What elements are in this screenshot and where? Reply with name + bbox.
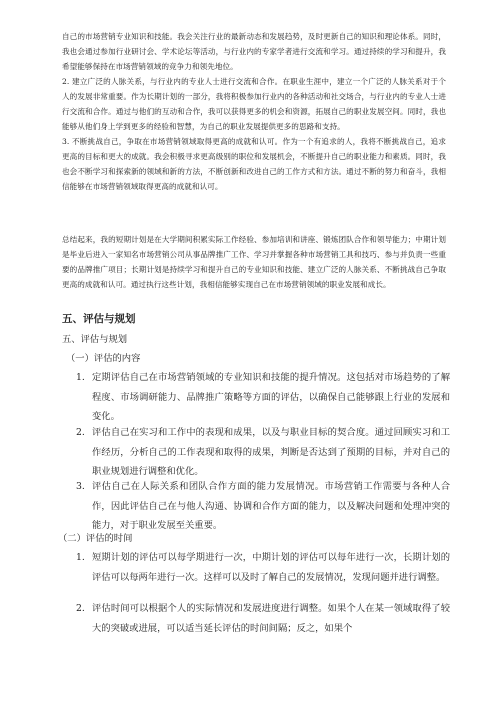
list-item-text: 评估自己在实习和工作中的表现和成果，以及与职业目标的契合度。通过回顾实习和工作经历，分析自己的工作表现和取得的成果，判断是否达到了预期的目标，并对自己的职业规划进行调整和优化。: [92, 427, 450, 477]
long-term-point-2: 2. 建立广泛的人脉关系，与行业内的专业人士进行交流和合作。在职业生涯中，建立一个广泛的人脉关系对于个人的发展非常重要。作为长期计划的一部分，我将积极参加行业内的各种活动和社交场合，与行业内的专业人士进行交流和合作。通过与他们的互动和合作，我可以获得更多的机会和资源，拓展自己的职业发展空间。同时，我也能够从他们身上学到更多的经验和智慧，为自己的职业发展提供更多的思路和支持。: [62, 77, 446, 131]
list-item-number: 1.: [76, 552, 85, 563]
subsection-heading-content: （一）评估的内容: [66, 353, 141, 364]
list-item-text: 评估自己在人际关系和团队合作方面的能力发展情况。市场营销工作需要与各种人合作，因此评估自己在与他人沟通、协调和合作方面的能力，以及解决问题和处理冲突的能力，对于职业发展至关重要。: [92, 481, 450, 531]
summary-paragraph: 总结起来，我的短期计划是在大学期间积累实际工作经验、参加培训和讲座、锻炼团队合作和领导能力；中期计划是毕业后进入一家知名市场营销公司从事品牌推广工作、学习并掌握各种市场营销工具和技巧、参与并负责一些重要的品牌推广项目；长期计划是持续学习和提升自己的专业知识和技能、建立广泛的人脉关系、不断挑战自己争取更高的成就和认可。通过执行这些计划，我相信能够实现自己在市场营销领域的职业发展和成长。: [62, 235, 446, 289]
section-heading: 五、评估与规划: [62, 313, 136, 325]
intro-paragraph: 自己的市场营销专业知识和技能。我会关注行业的最新动态和发展趋势，及时更新自己的知识和理论体系。同时，我也会通过参加行业研讨会、学术论坛等活动，与行业内的专家学者进行交流和学习。通过持续的学习和提升，我希望能够保持在市场营销领域的竞争力和领先地位。: [62, 32, 446, 71]
plan-paragraph-block: [62, 29, 446, 194]
list-item-number: 2.: [76, 427, 85, 438]
list-item-number: 3.: [76, 481, 85, 492]
section-subtitle: 五、评估与规划: [62, 334, 128, 345]
list-item-text: 评估时间可以根据个人的实际情况和发展进度进行调整。如果个人在某一领域取得了较大的突破或进展，可以适当延长评估的时间间隔；反之，如果个: [92, 603, 450, 634]
long-term-point-3: 3. 不断挑战自己，争取在市场营销领域取得更高的成就和认可。作为一个有追求的人，我将不断挑战自己，追求更高的目标和更大的成就。我会积极寻求更高级别的职位和发展机会，不断提升自己的职业能力和素质。同时，我也会不断学习和探索新的领域和新的方法，不断创新和改进自己的工作方式和方法。通过不断的努力和奋斗，我相信能够在市场营销领域取得更高的成就和认可。: [62, 137, 446, 191]
list-item-number: 2.: [76, 603, 85, 614]
list-item-text: 定期评估自己在市场营销领域的专业知识和技能的提升情况。这包括对市场趋势的了解程度、市场调研能力、品牌推广策略等方面的评估，以确保自己能够跟上行业的发展和变化。: [92, 372, 450, 422]
list-item-number: 1.: [76, 372, 85, 383]
list-item-text: 短期计划的评估可以每学期进行一次，中期计划的评估可以每年进行一次，长期计划的评估可以每两年进行一次。这样可以及时了解自己的发展情况，发现问题并进行调整。: [92, 552, 450, 583]
subsection-heading-time: （二）评估的时间: [58, 533, 133, 544]
